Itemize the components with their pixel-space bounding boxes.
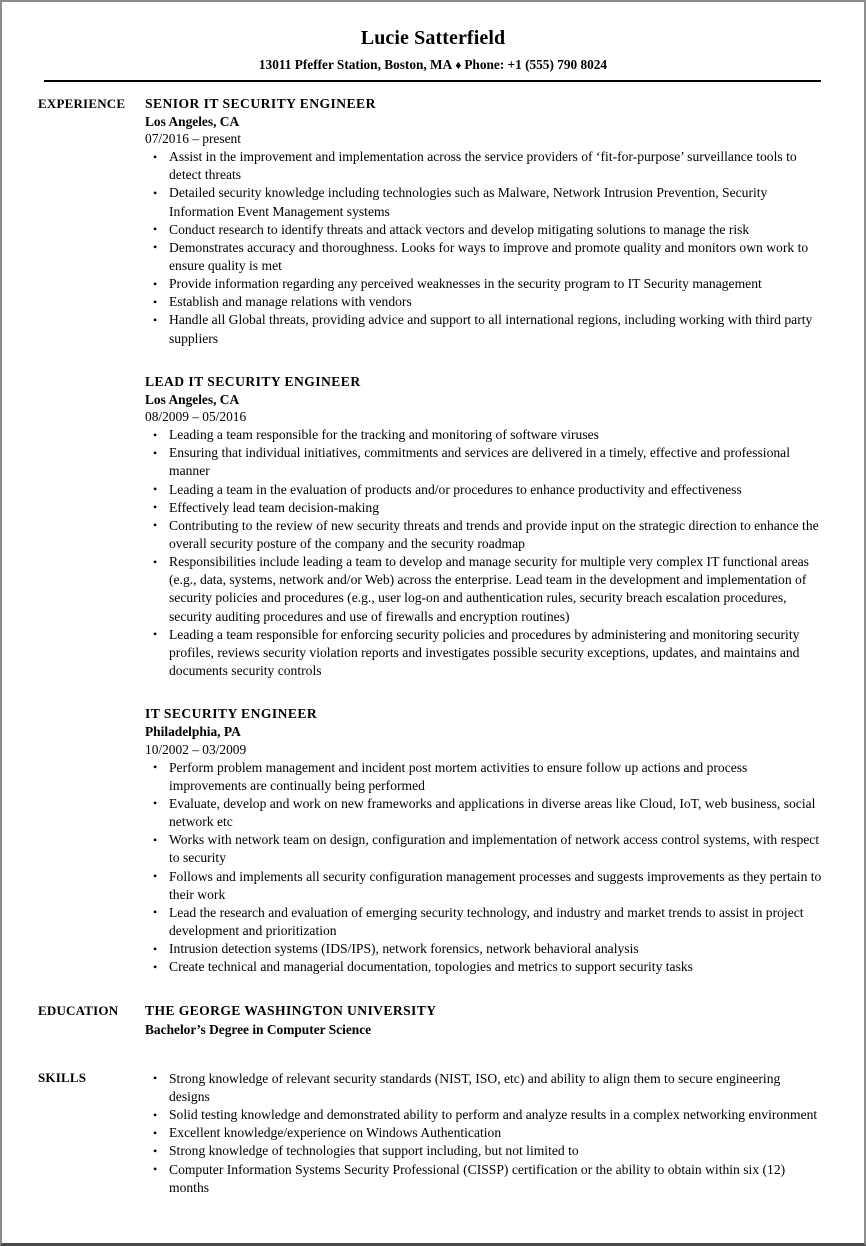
education-body: [145, 1002, 864, 1038]
list-item: • Computer Information Systems Security Professional (CISSP) certification or the ability to obtain within six (12) months: [145, 1161, 824, 1197]
job-location: Philadelphia, PA: [145, 724, 241, 740]
list-item: • Contributing to the review of new security threats and trends and provide input on the strategic direction to enhance the overall security posture of the company and the security roadmap: [145, 517, 824, 553]
list-item: • Assist in the improvement and implementation across the service providers of ‘fit-for-purpose’ surveillance tools to detect threats: [145, 148, 824, 184]
job-dates: 10/2002 – 03/2009: [145, 741, 247, 757]
list-item: • Leading a team responsible for the tracking and monitoring of software viruses: [145, 426, 824, 444]
list-item: • Create technical and managerial documentation, topologies and metrics to support security tasks: [145, 958, 824, 976]
list-item: • Leading a team in the evaluation of products and/or procedures to enhance productivity and effectiveness: [145, 481, 824, 499]
skills-body: [145, 1069, 864, 1197]
job-bullet-list: [145, 426, 824, 680]
job-bullet-list: [145, 148, 824, 348]
job-location: Los Angeles, CA: [145, 113, 240, 129]
list-item: • Evaluate, develop and work on new frameworks and applications in diverse areas like Cloud, IoT, web business, social network etc: [145, 795, 824, 831]
list-item: • Effectively lead team decision-making: [145, 499, 824, 517]
experience-entry: [145, 373, 824, 680]
list-item: • Lead the research and evaluation of emerging security technology, and industry and market trends to assist in project development and prioritization: [145, 904, 824, 940]
list-item: • Works with network team on design, configuration and implementation of network access control systems, with respect to security: [145, 831, 824, 867]
section-label-education: EDUCATION: [38, 1003, 119, 1019]
list-item: • Excellent knowledge/experience on Windows Authentication: [145, 1124, 824, 1142]
job-bullet-list: [145, 759, 824, 977]
job-dates: 07/2016 – present: [145, 130, 241, 146]
job-title: SENIOR IT SECURITY ENGINEER: [145, 95, 376, 111]
list-item: • Leading a team responsible for enforcing security policies and procedures by administering and monitoring security profiles, reviews security violation reports and investigates possible security exceptions, updates, and maintains and documents security controls: [145, 626, 824, 680]
skills-bullet-list: [145, 1070, 824, 1197]
candidate-name: Lucie Satterfield: [360, 27, 506, 49]
list-item: • Conduct research to identify threats and attack vectors and develop mitigating solutions to manage the risk: [145, 221, 824, 239]
list-item: • Detailed security knowledge including technologies such as Malware, Network Intrusion Prevention, Security Information Event Management systems: [145, 184, 824, 220]
job-dates: 08/2009 – 05/2016: [145, 409, 247, 425]
job-title: IT SECURITY ENGINEER: [145, 706, 318, 722]
list-item: • Perform problem management and incident post mortem activities to ensure follow up actions and process improvements are continually being performed: [145, 759, 824, 795]
list-item: • Responsibilities include leading a team to develop and manage security for multiple very complex IT functional areas (e.g., data, systems, network and/or Web) across the enterprise. Lead team in the development and implementation of security policies and procedures (e.g., user log-on and authentication rules, security breach escalation procedures, security auditing procedures and use of firewalls and encryption routines): [145, 553, 824, 626]
list-item: • Establish and manage relations with vendors: [145, 293, 824, 311]
list-item: • Solid testing knowledge and demonstrated ability to perform and analyze results in a complex networking environment: [145, 1106, 824, 1124]
job-location: Los Angeles, CA: [145, 391, 240, 407]
candidate-contact-line: [2, 58, 864, 73]
resume-content: [2, 82, 864, 1197]
list-item: • Handle all Global threats, providing advice and support to all international regions, including working with third party suppliers: [145, 311, 824, 347]
resume-header: [2, 2, 864, 82]
section-experience: [2, 95, 864, 977]
education-school: THE GEORGE WASHINGTON UNIVERSITY: [145, 1003, 437, 1019]
candidate-phone: Phone: +1 (555) 790 8024: [464, 57, 608, 72]
experience-entry: [145, 705, 824, 976]
section-label-skills: SKILLS: [38, 1069, 87, 1085]
list-item: • Ensuring that individual initiatives, commitments and services are delivered in a timely, effective and professional manner: [145, 444, 824, 480]
section-label-experience: EXPERIENCE: [38, 95, 126, 111]
list-item: • Strong knowledge of technologies that support including, but not limited to: [145, 1142, 824, 1160]
list-item: • Strong knowledge of relevant security standards (NIST, ISO, etc) and ability to align them to secure engineering designs: [145, 1070, 824, 1106]
section-education: [2, 1002, 864, 1038]
education-degree: Bachelor’s Degree in Computer Science: [145, 1021, 372, 1037]
list-item: • Demonstrates accuracy and thoroughness. Looks for ways to improve and promote quality and monitors own work to ensure quality is met: [145, 239, 824, 275]
experience-entry: [145, 95, 824, 348]
section-skills: [2, 1069, 864, 1197]
list-item: • Follows and implements all security configuration management processes and suggests improvements as they pertain to their work: [145, 868, 824, 904]
education-entry: [145, 1002, 824, 1038]
list-item: • Provide information regarding any perceived weaknesses in the security program to IT Security management: [145, 275, 824, 293]
job-title: LEAD IT SECURITY ENGINEER: [145, 373, 361, 389]
diamond-separator-icon: ♦: [455, 58, 462, 72]
experience-body: [145, 95, 864, 977]
list-item: • Intrusion detection systems (IDS/IPS), network forensics, network behavioral analysis: [145, 940, 824, 958]
candidate-address: 13011 Pfeffer Station, Boston, MA: [258, 57, 453, 72]
